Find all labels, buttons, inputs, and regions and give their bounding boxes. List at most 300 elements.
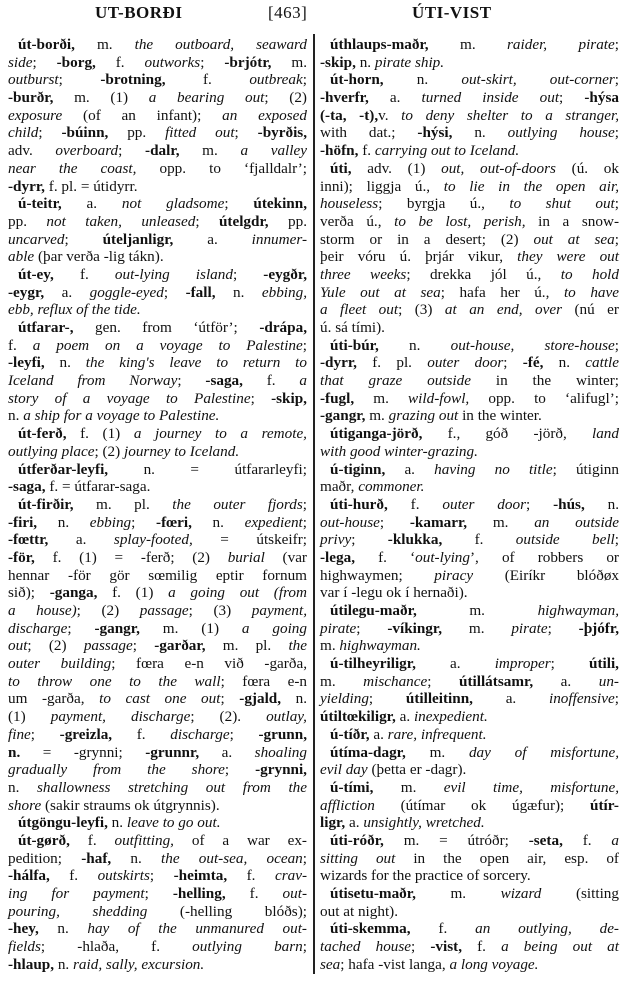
- definition-text: a: [611, 831, 620, 849]
- definition-text: outer door: [427, 354, 504, 372]
- definition-text: pirate: [511, 619, 548, 637]
- headword: úti-skemma,: [330, 920, 411, 938]
- entry-line: [8, 549, 307, 567]
- definition-text: gradually from the shore: [8, 761, 225, 779]
- entry-line: [8, 178, 307, 196]
- headword: ú-teitr,: [18, 195, 62, 213]
- headword: -grunnr,: [145, 743, 200, 761]
- grammar-text: n.: [584, 495, 619, 513]
- grammar-text: n. = útfararleyfi;: [108, 460, 307, 478]
- entry-line: [320, 178, 619, 196]
- definition-text: out-lying: [415, 548, 470, 566]
- definition-text: a going out (from: [168, 584, 307, 602]
- entry-line: [8, 213, 307, 231]
- entry-first-line: [8, 266, 307, 284]
- entry-line: [320, 531, 619, 549]
- definition-text: pirate ship.: [374, 53, 445, 71]
- grammar-text: a.: [44, 283, 90, 301]
- entry-line: [8, 744, 307, 762]
- definition-text: day of misfortune,: [468, 743, 619, 761]
- grammar-text: f.: [442, 531, 516, 549]
- grammar-text: ; (3): [188, 602, 252, 619]
- definition-text: fields: [8, 938, 41, 956]
- grammar-text: ;: [118, 142, 146, 160]
- grammar-text: a.: [345, 814, 364, 832]
- definition-text: mischance: [363, 672, 428, 690]
- definition-text: shore: [8, 796, 42, 814]
- entry-first-line: [8, 319, 307, 337]
- left-column: [8, 36, 307, 973]
- grammar-text: ; byrgja ú.,: [378, 195, 510, 213]
- grammar-text: f. ‘: [355, 548, 416, 566]
- entry-line: [320, 708, 619, 726]
- definition-text: to cast one out: [99, 690, 221, 708]
- headword: -ganga,: [49, 584, 98, 602]
- headword: útisetu-maðr,: [330, 885, 416, 902]
- headword: -fœttr,: [8, 531, 49, 549]
- entry-line: [8, 761, 307, 779]
- definition-text: a going: [241, 619, 307, 637]
- grammar-text: n.: [383, 71, 462, 89]
- grammar-text: = útskeifr;: [192, 531, 307, 549]
- grammar-text: n.: [191, 513, 245, 531]
- definition-text: to shut out: [509, 195, 615, 213]
- headword: -för,: [8, 548, 35, 566]
- grammar-text: ;: [302, 513, 307, 531]
- definition-text: wizard: [500, 885, 542, 902]
- grammar-text: ;: [368, 690, 406, 708]
- grammar-text: a.: [533, 672, 599, 690]
- definition-text: an outside: [534, 513, 619, 531]
- headword: -dyrr,: [8, 177, 45, 195]
- entry-line: [320, 142, 619, 160]
- entry-line: [8, 284, 307, 302]
- headword: útilleitinn,: [405, 690, 473, 708]
- entry-line: [8, 726, 307, 744]
- entry-line: [320, 390, 619, 408]
- definition-text: a journey to a remote,: [133, 425, 307, 443]
- grammar-text: f.: [8, 336, 33, 354]
- definition-text: evil day: [320, 761, 368, 779]
- definition-text: raider, pirate: [507, 36, 615, 53]
- headword: -búinn,: [61, 124, 109, 142]
- entry-first-line: [8, 496, 307, 514]
- definition-text: sitting out: [320, 849, 396, 867]
- grammar-text: ;: [503, 354, 523, 372]
- headword: ligr,: [320, 814, 346, 832]
- entry-line: [320, 372, 619, 390]
- entry-first-line: [320, 726, 619, 744]
- headword: út-borði,: [18, 36, 75, 53]
- definition-text: goggle-eyed: [89, 283, 164, 301]
- grammar-text: m.: [415, 885, 501, 902]
- headword: -hey,: [8, 920, 39, 938]
- entry-line: [320, 620, 619, 638]
- definition-text: leave to go out.: [126, 814, 221, 832]
- grammar-text: n.: [452, 124, 508, 142]
- headword: útír-: [590, 796, 619, 814]
- entry-first-line: [320, 160, 619, 178]
- grammar-text: n.: [281, 690, 307, 708]
- entry-line: [8, 867, 307, 885]
- headword: -dyrr,: [320, 354, 357, 372]
- headword: -víkingr,: [387, 619, 443, 637]
- entry-first-line: [320, 36, 619, 54]
- grammar-text: pp.: [8, 212, 47, 230]
- entry-line: [8, 620, 307, 638]
- headword: -skip,: [271, 389, 307, 407]
- entry-line: [8, 514, 307, 532]
- entry-first-line: [8, 461, 307, 479]
- grammar-text: in the winter;: [471, 372, 620, 390]
- grammar-text: ;: [559, 89, 585, 107]
- grammar-text: m.: [179, 142, 241, 160]
- grammar-text: n.: [38, 920, 88, 938]
- headword: -greizla,: [59, 725, 113, 743]
- entry-line: [8, 673, 307, 691]
- entry-first-line: [320, 885, 619, 903]
- entry-first-line: [320, 337, 619, 355]
- grammar-text: ;: [149, 867, 174, 885]
- grammar-text: m.: [442, 619, 512, 637]
- definition-text: journey to Iceland.: [124, 442, 240, 460]
- headword: (-ta, -t),: [320, 106, 379, 124]
- entry-line: [8, 531, 307, 549]
- definition-text: Iceland from Norway: [8, 372, 178, 390]
- definition-text: to lie in the open air,: [443, 177, 619, 195]
- grammar-text: n.: [107, 814, 127, 832]
- headword: út-gørð,: [18, 831, 70, 849]
- entry-line: [320, 673, 619, 691]
- definition-text: a: [299, 372, 307, 390]
- definition-text: improper: [494, 655, 551, 673]
- right-column: [320, 36, 619, 973]
- grammar-text: ;: [232, 265, 264, 283]
- page-number: [463]: [268, 3, 308, 22]
- grammar-text: ;: [67, 619, 95, 637]
- definition-text: ing for payment: [8, 885, 145, 902]
- grammar-text: ;: [614, 230, 619, 248]
- grammar-text: ’, of robbers or: [469, 548, 619, 566]
- definition-text: raid, sally, excursion.: [73, 955, 205, 973]
- definition-text: uncarved: [8, 230, 65, 248]
- definition-text: outbreak: [249, 71, 303, 89]
- definition-text: they were out: [517, 248, 619, 266]
- entry-line: [320, 637, 619, 655]
- grammar-text: ;: [526, 495, 554, 513]
- grammar-text: opp. to ‘alifugl’;: [469, 389, 619, 407]
- definition-text: outfitting,: [114, 831, 174, 849]
- grammar-text: um -garða,: [8, 690, 100, 708]
- definition-text: a bearing out: [148, 89, 265, 107]
- entry-line: [320, 319, 619, 337]
- definition-text: yielding: [320, 690, 369, 708]
- definition-text: unsightly, wretched.: [363, 814, 485, 832]
- grammar-text: highwaymen;: [320, 566, 435, 584]
- grammar-text: ;: [229, 725, 259, 743]
- grammar-text: adv. (1): [351, 159, 442, 177]
- grammar-text: m. pl.: [73, 495, 173, 513]
- grammar-text: verða ú.,: [320, 212, 395, 230]
- definition-text: pouring, shedding: [8, 902, 148, 920]
- entry-line: [8, 372, 307, 390]
- grammar-text: f.: [562, 831, 612, 849]
- definition-text: land: [591, 425, 619, 443]
- definition-text: Yule out at sea: [320, 283, 441, 301]
- definition-text: affliction: [320, 796, 375, 814]
- entry-line: [320, 956, 619, 974]
- grammar-text: in the open air, esp. of: [395, 849, 619, 867]
- entry-line: [8, 478, 307, 496]
- entry-first-line: [8, 195, 307, 213]
- headword: -gangr,: [94, 619, 140, 637]
- definition-text: un-: [598, 672, 619, 690]
- headword: -garðar,: [154, 637, 206, 655]
- entry-first-line: [320, 496, 619, 514]
- entry-line: [8, 71, 307, 89]
- grammar-text: in the winter.: [458, 407, 542, 425]
- grammar-text: ;: [38, 124, 62, 142]
- definition-text: out, out-of-doors: [441, 159, 556, 177]
- grammar-text: ;: [614, 124, 619, 142]
- headword: -haf,: [81, 849, 112, 867]
- headword: útillátsamr,: [459, 672, 534, 690]
- grammar-text: m.: [74, 36, 135, 53]
- definition-text: to hold: [560, 265, 619, 283]
- definition-text: that graze outside: [320, 372, 471, 390]
- grammar-text: (sitting: [541, 885, 619, 902]
- definition-text: a being out at: [501, 938, 619, 956]
- definition-text: privy: [320, 531, 352, 549]
- grammar-text: n.: [44, 354, 86, 372]
- definition-text: fine: [8, 725, 31, 743]
- definition-text: carrying out to Iceland.: [374, 142, 520, 160]
- column-divider: [313, 34, 315, 974]
- grammar-text: n.: [378, 336, 451, 354]
- entry-line: [320, 231, 619, 249]
- grammar-text: f.: [95, 53, 145, 71]
- definition-text: outlying house: [507, 124, 615, 142]
- definition-text: inoffensive: [548, 690, 615, 708]
- definition-text: having no title: [434, 460, 553, 478]
- headword: ú-tíðr,: [330, 725, 370, 743]
- definition-text: shoaling: [254, 743, 307, 761]
- definition-text: outlying barn: [192, 938, 303, 956]
- definition-text: inexpedient.: [413, 708, 488, 726]
- definition-text: out-lying island: [114, 265, 233, 283]
- headword: ú-tiginn,: [330, 460, 386, 478]
- grammar-text: f.: [53, 265, 115, 283]
- headword: ú-tilheyriligr,: [330, 655, 416, 673]
- headword: -drápa,: [259, 319, 307, 336]
- entry-line: [320, 107, 619, 125]
- grammar-text: pedition;: [8, 849, 82, 867]
- entry-line: [320, 797, 619, 815]
- headword: -saga,: [205, 372, 243, 390]
- grammar-text: a.: [369, 725, 388, 743]
- headword: -saga,: [8, 478, 46, 496]
- headword: -dalr,: [145, 142, 180, 160]
- grammar-text: f. = útfarar-saga.: [45, 478, 151, 496]
- headword: -fé,: [522, 354, 544, 372]
- grammar-text: n.: [355, 53, 375, 71]
- grammar-text: = -grynni;: [20, 743, 146, 761]
- headword: -hverfr,: [320, 89, 369, 107]
- headword: -kamarr,: [409, 513, 468, 531]
- grammar-text: ; (2): [94, 442, 124, 460]
- headword: -firi,: [8, 513, 38, 531]
- headword: útelgdr,: [218, 212, 269, 230]
- entry-line: [8, 779, 307, 797]
- headword: -hýsa: [584, 89, 619, 107]
- headword: -klukka,: [387, 531, 443, 549]
- definition-text: fitted out: [165, 124, 235, 142]
- definition-text: a long voyage.: [449, 955, 539, 973]
- definition-text: turned inside out: [421, 89, 560, 107]
- grammar-text: ;: [614, 71, 619, 89]
- headword: úti-búr,: [330, 336, 379, 354]
- grammar-text: ;: [302, 849, 307, 867]
- definition-text: a fleet out: [320, 301, 399, 319]
- definition-text: out-skirt, out-corner: [461, 71, 615, 89]
- definition-text: outer door: [442, 495, 526, 513]
- definition-text: story of a voyage to Palestine: [8, 389, 251, 407]
- grammar-text: gen. from ‘útför’;: [73, 319, 260, 336]
- entry-line: [320, 354, 619, 372]
- entry-line: [320, 124, 619, 142]
- grammar-text: n.: [8, 778, 37, 796]
- definition-text: to be lost, perish,: [394, 212, 526, 230]
- definition-text: not gladsome: [121, 195, 225, 213]
- definition-text: a poem on a voyage to Palestine: [32, 336, 303, 354]
- entry-line: [8, 443, 307, 461]
- entry-line: [8, 107, 307, 125]
- grammar-text: m.: [373, 778, 444, 796]
- entry-line: [8, 690, 307, 708]
- entry-line: [8, 390, 307, 408]
- entry-line: [8, 938, 307, 956]
- grammar-text: ; hafa -vist langa,: [340, 955, 450, 973]
- grammar-text: ; fœra e-n við -garða,: [111, 655, 307, 673]
- entry-line: [8, 160, 307, 178]
- definition-text: the outer fjords: [172, 495, 303, 513]
- definition-text: the outboard, seaward: [134, 36, 307, 53]
- entry-line: [8, 54, 307, 72]
- grammar-text: ;: [30, 725, 60, 743]
- grammar-text: m. (1): [139, 619, 242, 637]
- definition-text: out at sea: [533, 230, 615, 248]
- headword: úti,: [330, 159, 352, 177]
- headword: -fugl,: [320, 389, 355, 407]
- grammar-text: a.: [368, 89, 422, 107]
- headword: -gjald,: [239, 690, 282, 708]
- grammar-text: ;: [614, 36, 619, 53]
- grammar-text: a.: [472, 690, 549, 708]
- headword: -grynni,: [255, 761, 307, 779]
- entry-line: [320, 443, 619, 461]
- grammar-text: ;: [163, 283, 186, 301]
- headword: útilegu-maðr,: [330, 602, 417, 619]
- headword: útiltœkiligr,: [320, 708, 396, 726]
- headword: út-ey,: [18, 265, 54, 283]
- entry-line: [8, 602, 307, 620]
- grammar-text: f. (1) = -ferð; (2): [34, 548, 228, 566]
- definition-text: overboard: [55, 142, 119, 160]
- grammar-text: ;: [32, 53, 57, 71]
- grammar-text: pp.: [268, 212, 308, 230]
- headword: útekinn,: [253, 195, 307, 213]
- entry-line: [320, 814, 619, 832]
- entry-line: [320, 266, 619, 284]
- grammar-text: m. (1): [53, 89, 149, 107]
- headword: -byrðis,: [257, 124, 307, 142]
- grammar-text: (Eiríkr blóðøx: [473, 566, 620, 584]
- definition-text: outburst: [8, 71, 59, 89]
- grammar-text: a.: [48, 531, 114, 549]
- grammar-text: ; (2): [27, 637, 84, 655]
- grammar-text: ;: [547, 619, 579, 637]
- grammar-text: ;: [132, 637, 155, 655]
- definition-text: to throw one to the wall: [8, 672, 221, 690]
- grammar-text: ;: [302, 71, 307, 89]
- entry-line: [320, 690, 619, 708]
- grammar-text: ;: [427, 672, 459, 690]
- definition-text: tached house: [320, 938, 412, 956]
- entry-line: [8, 337, 307, 355]
- grammar-text: hennar -för gör sœmilig eptir fornum: [8, 566, 307, 584]
- headword: -eygr,: [8, 283, 45, 301]
- definition-text: ebbing,: [261, 283, 307, 301]
- grammar-text: ;: [250, 389, 272, 407]
- entry-line: [8, 956, 307, 974]
- grammar-text: ú. sá tími).: [320, 319, 385, 336]
- headword: ú-tími,: [330, 778, 374, 796]
- definition-text: an outlying, de-: [475, 920, 619, 938]
- entry-line: [8, 850, 307, 868]
- grammar-text: f.: [165, 71, 250, 89]
- definition-text: passage: [139, 602, 189, 619]
- definition-text: splay-footed,: [113, 531, 193, 549]
- entry-line: [320, 761, 619, 779]
- grammar-text: ; (2).: [190, 708, 267, 726]
- grammar-text: n.: [54, 955, 73, 973]
- definition-text: outer building: [8, 655, 112, 673]
- grammar-text: a.: [395, 708, 414, 726]
- grammar-text: ;: [379, 513, 410, 531]
- entry-line: [320, 284, 619, 302]
- entry-line: [8, 584, 307, 602]
- definition-text: an exposed: [222, 106, 308, 124]
- definition-text: a valley: [240, 142, 307, 160]
- grammar-text: m. pl.: [205, 637, 289, 655]
- grammar-text: m.: [271, 53, 307, 71]
- grammar-text: ;: [200, 53, 225, 71]
- definition-text: a ship for a voyage to Palestine.: [23, 407, 220, 425]
- definition-text: outworks: [144, 53, 201, 71]
- definition-text: payment,: [251, 602, 307, 619]
- grammar-text: f. (1): [97, 584, 169, 602]
- grammar-text: with dat.;: [320, 124, 418, 142]
- grammar-text: ;: [131, 513, 157, 531]
- entry-line: [8, 655, 307, 673]
- definition-text: pirate: [320, 619, 357, 637]
- grammar-text: sið);: [8, 584, 50, 602]
- entry-line: [8, 142, 307, 160]
- headword: -borg,: [56, 53, 96, 71]
- definition-text: innumer-: [251, 230, 307, 248]
- grammar-text: f. pl. = útidyrr.: [44, 177, 138, 195]
- definition-text: commoner.: [358, 478, 425, 496]
